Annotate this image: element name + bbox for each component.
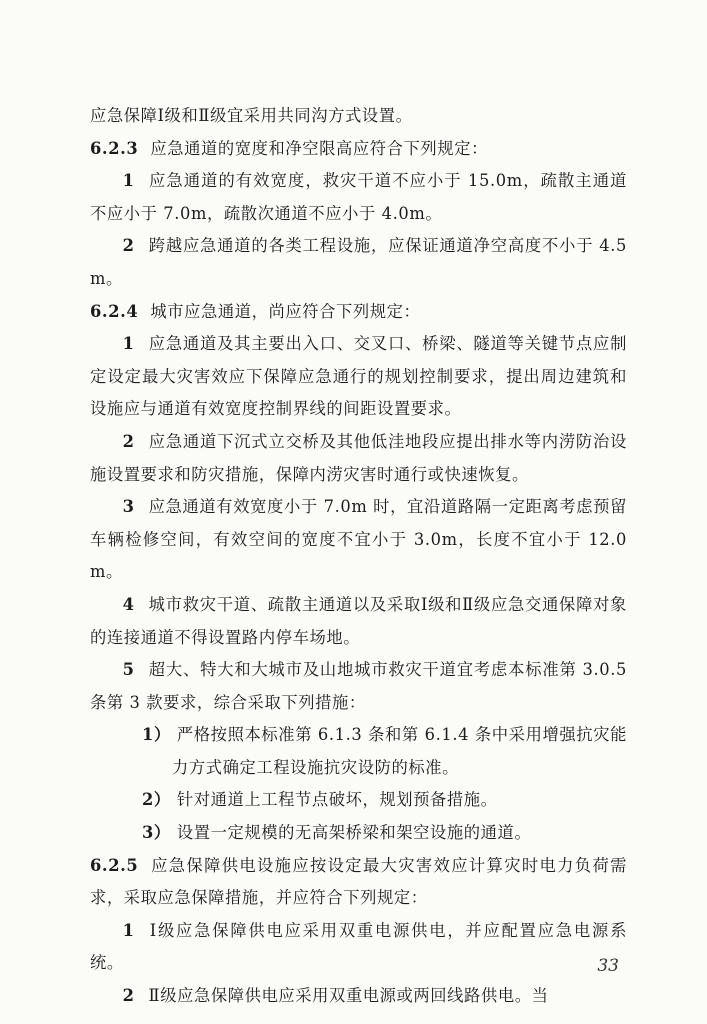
item-text: 城市救灾干道、疏散主通道以及采取Ⅰ级和Ⅱ级应急交通保障对象的连接通道不得设置路内停车场地。	[90, 594, 627, 647]
item-3	[90, 491, 627, 589]
document-body	[90, 100, 627, 1013]
clause-number: 6.2.5	[90, 855, 139, 875]
sub-item-3	[90, 817, 627, 850]
item-number: 5	[122, 660, 135, 680]
sub-item-1	[90, 719, 627, 784]
item-number: 2	[122, 986, 135, 1006]
item-text: Ⅰ级应急保障供电应采用双重电源供电，并应配置应急电源系统。	[90, 920, 627, 973]
sub-item-2	[90, 784, 627, 817]
item-1	[90, 915, 627, 980]
sub-item-text: 严格按照本标准第 6.1.3 条和第 6.1.4 条中采用增强抗灾能力方式确定工程设施抗灾设防的标准。	[172, 725, 627, 777]
item-number: 2	[122, 431, 135, 451]
clause-6-2-4	[90, 296, 627, 329]
item-number: 4	[122, 594, 135, 614]
sub-item-text: 针对通道上工程节点破坏，规划预备措施。	[176, 790, 498, 810]
item-2	[90, 426, 627, 491]
item-text: Ⅱ级应急保障供电应采用双重电源或两回线路供电。当	[148, 986, 549, 1006]
clause-number: 6.2.4	[90, 301, 139, 321]
item-text: 应急通道有效宽度小于 7.0m 时，宜沿道路隔一定距离考虑预留车辆检修空间，有效空间的宽度不宜小于 3.0m，长度不宜小于 12.0m。	[90, 497, 627, 582]
item-number: 2	[122, 236, 135, 256]
item-text: 应急通道及其主要出入口、交叉口、桥梁、隧道等关键节点应制定设定最大灾害效应下保障应急通行的规划控制要求，提出周边建筑和设施应与通道有效宽度控制界线的间距设置要求。	[90, 334, 627, 419]
clause-6-2-3	[90, 133, 627, 166]
clause-text: 城市应急通道，尚应符合下列规定：	[150, 301, 421, 321]
item-text: 应急通道的有效宽度，救灾干道不应小于 15.0m，疏散主通道不应小于 7.0m，疏散次通道不应小于 4.0m。	[90, 171, 627, 223]
clause-text: 应急通道的宽度和净空限高应符合下列规定：	[150, 138, 488, 158]
item-4	[90, 589, 627, 654]
item-number: 1	[122, 171, 135, 191]
sub-item-number: 3）	[142, 823, 171, 843]
item-1	[90, 328, 627, 426]
sub-item-number: 2）	[142, 790, 171, 810]
item-text: 超大、特大和大城市及山地城市救灾干道宜考虑本标准第 3.0.5 条第 3 款要求，综合采取下列措施：	[90, 660, 627, 712]
item-2	[90, 980, 627, 1013]
item-5	[90, 654, 627, 719]
page-number: 33	[597, 956, 619, 976]
paragraph	[90, 100, 627, 133]
clause-number: 6.2.3	[90, 138, 139, 158]
sub-item-text: 设置一定规模的无高架桥梁和架空设施的通道。	[176, 823, 532, 843]
item-1	[90, 165, 627, 230]
item-2	[90, 230, 627, 295]
item-text: 应急通道下沉式立交桥及其他低洼地段应提出排水等内涝防治设施设置要求和防灾措施，保障内涝灾害时通行或快速恢复。	[90, 431, 627, 484]
item-number: 1	[122, 920, 135, 940]
item-text: 跨越应急通道的各类工程设施，应保证通道净空高度不小于 4.5m。	[90, 236, 627, 288]
clause-text: 应急保障供电设施应按设定最大灾害效应计算灾时电力负荷需求，采取应急保障措施，并应符合下列规定：	[90, 855, 627, 908]
clause-6-2-5	[90, 850, 627, 915]
paragraph-text: 应急保障Ⅰ级和Ⅱ级宜采用共同沟方式设置。	[90, 106, 413, 125]
item-number: 3	[122, 497, 135, 517]
sub-item-number: 1）	[142, 725, 171, 745]
item-number: 1	[122, 334, 135, 354]
